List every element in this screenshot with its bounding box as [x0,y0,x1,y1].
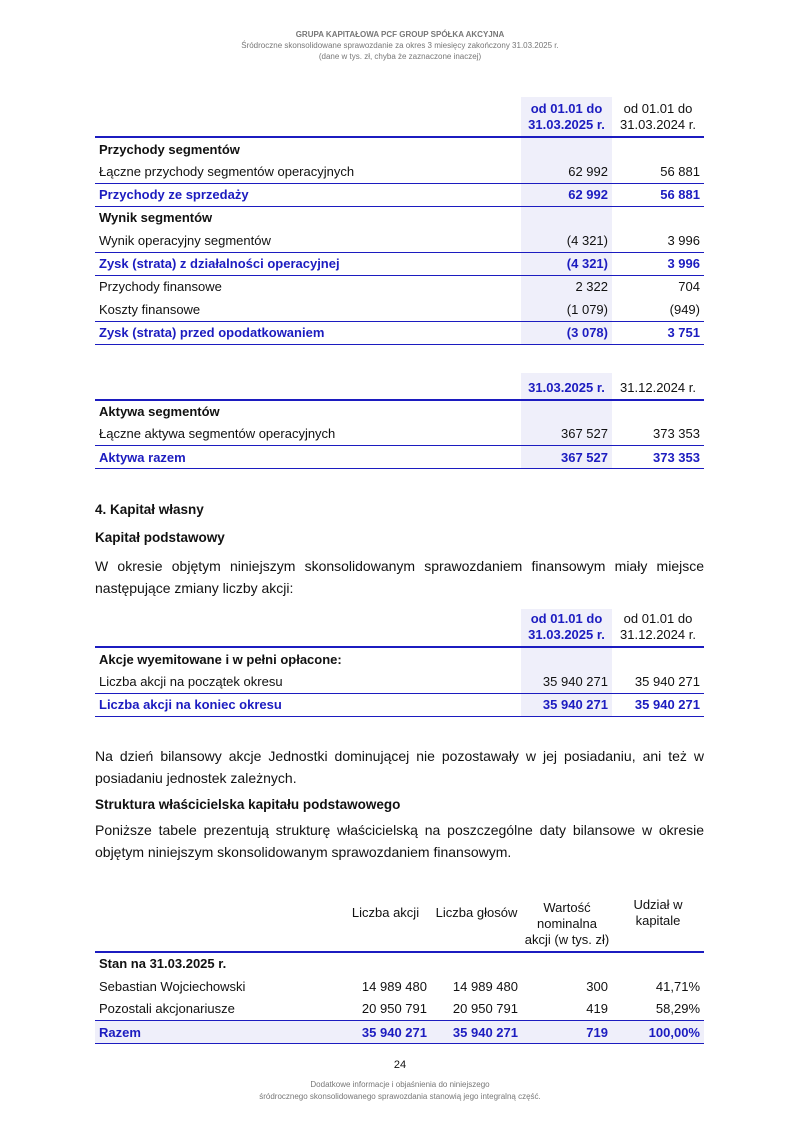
table-row: Liczba akcji na koniec okresu 35 940 271 35 940 271 [95,693,704,716]
share-changes-table [95,609,704,717]
table-row: Liczba akcji na początek okresu 35 940 271 35 940 271 [95,670,704,693]
table-row: Przychody finansowe 2 322 704 [95,275,704,298]
ownership-structure-table [95,877,704,1045]
table-row: Wynik segmentów [95,206,704,229]
col-header: Udział w kapitale [612,877,704,952]
subsection-heading: Struktura właścicielska kapitału podstawowego [95,796,401,812]
col-header: 31.12.2024 r. [612,373,704,400]
table-row: Przychody segmentów [95,137,704,160]
segment-results-table [95,97,704,345]
subsection-heading: Kapitał podstawowy [95,530,225,545]
segment-assets-table [95,373,704,470]
table-row: Aktywa razem 367 527 373 353 [95,446,704,469]
col-header: od 01.01 do 31.03.2025 r. [521,97,612,137]
table-row: Razem 35 940 271 35 940 271 719 100,00% [95,1021,704,1044]
table-row: Pozostali akcjonariusze 20 950 791 20 950 791 419 58,29% [99,1001,700,1017]
table-row: Aktywa segmentów [95,400,704,423]
col-header: Liczba głosów [431,877,522,952]
col-header: 31.03.2025 r. [521,373,612,400]
report-subtitle: Śródroczne skonsolidowane sprawozdanie za okres 3 miesięcy zakończony 31.03.2025 r. [241,41,559,50]
col-header: Liczba akcji [340,877,431,952]
table-row: Akcje wyemitowane i w pełni opłacone: [95,647,704,670]
table-row: Wynik operacyjny segmentów (4 321) 3 996 [95,229,704,252]
document-header [0,29,800,62]
table-row: Sebastian Wojciechowski 14 989 480 14 989 480 300 41,71% [99,978,700,994]
company-title: GRUPA KAPITAŁOWA PCF GROUP SPÓŁKA AKCYJNA [295,30,505,39]
col-header: od 01.01 do 31.12.2024 r. [612,609,704,647]
table-row: Zysk (strata) z działalności operacyjnej (4 321) 3 996 [95,252,704,275]
section-heading: 4. Kapitał własny [95,502,204,517]
col-header: od 01.01 do 31.03.2024 r. [612,97,704,137]
document-footer [0,1079,800,1103]
col-header: Wartość nominalna akcji (w tys. zł) [522,877,612,952]
paragraph: Na dzień bilansowy akcje Jednostki dominującej nie pozostawały w jej posiadaniu, ani też w posiadaniu jednostek zależnych. [95,747,704,786]
table-row: Łączne aktywa segmentów operacyjnych 367 527 373 353 [95,423,704,446]
page-number: 24 [393,1059,407,1071]
table-row: Przychody ze sprzedaży 62 992 56 881 [95,183,704,206]
table-row: Zysk (strata) przed opodatkowaniem (3 078) 3 751 [95,321,704,344]
table-row: Koszty finansowe (1 079) (949) [95,298,704,321]
paragraph: W okresie objętym niniejszym skonsolidowanym sprawozdaniem finansowym miały miejsce następujące zmiany liczby akcji: [95,558,704,596]
col-header: od 01.01 do 31.03.2025 r. [521,609,612,647]
table-row: Stan na 31.03.2025 r. [99,956,227,971]
footer-line: śródrocznego skonsolidowanego sprawozdania stanowią jego integralną część. [259,1092,541,1101]
paragraph: Poniższe tabele prezentują strukturę właścicielską na poszczególne daty bilansowe w okresie objętym niniejszym skonsolidowanym sprawozdaniem finansowym. [95,821,704,860]
footer-line: Dodatkowe informacje i objaśnienia do niniejszego [310,1080,490,1089]
table-row: Łączne przychody segmentów operacyjnych 62 992 56 881 [95,160,704,183]
units-note: (dane w tys. zł, chyba że zaznaczone inaczej) [318,52,482,61]
